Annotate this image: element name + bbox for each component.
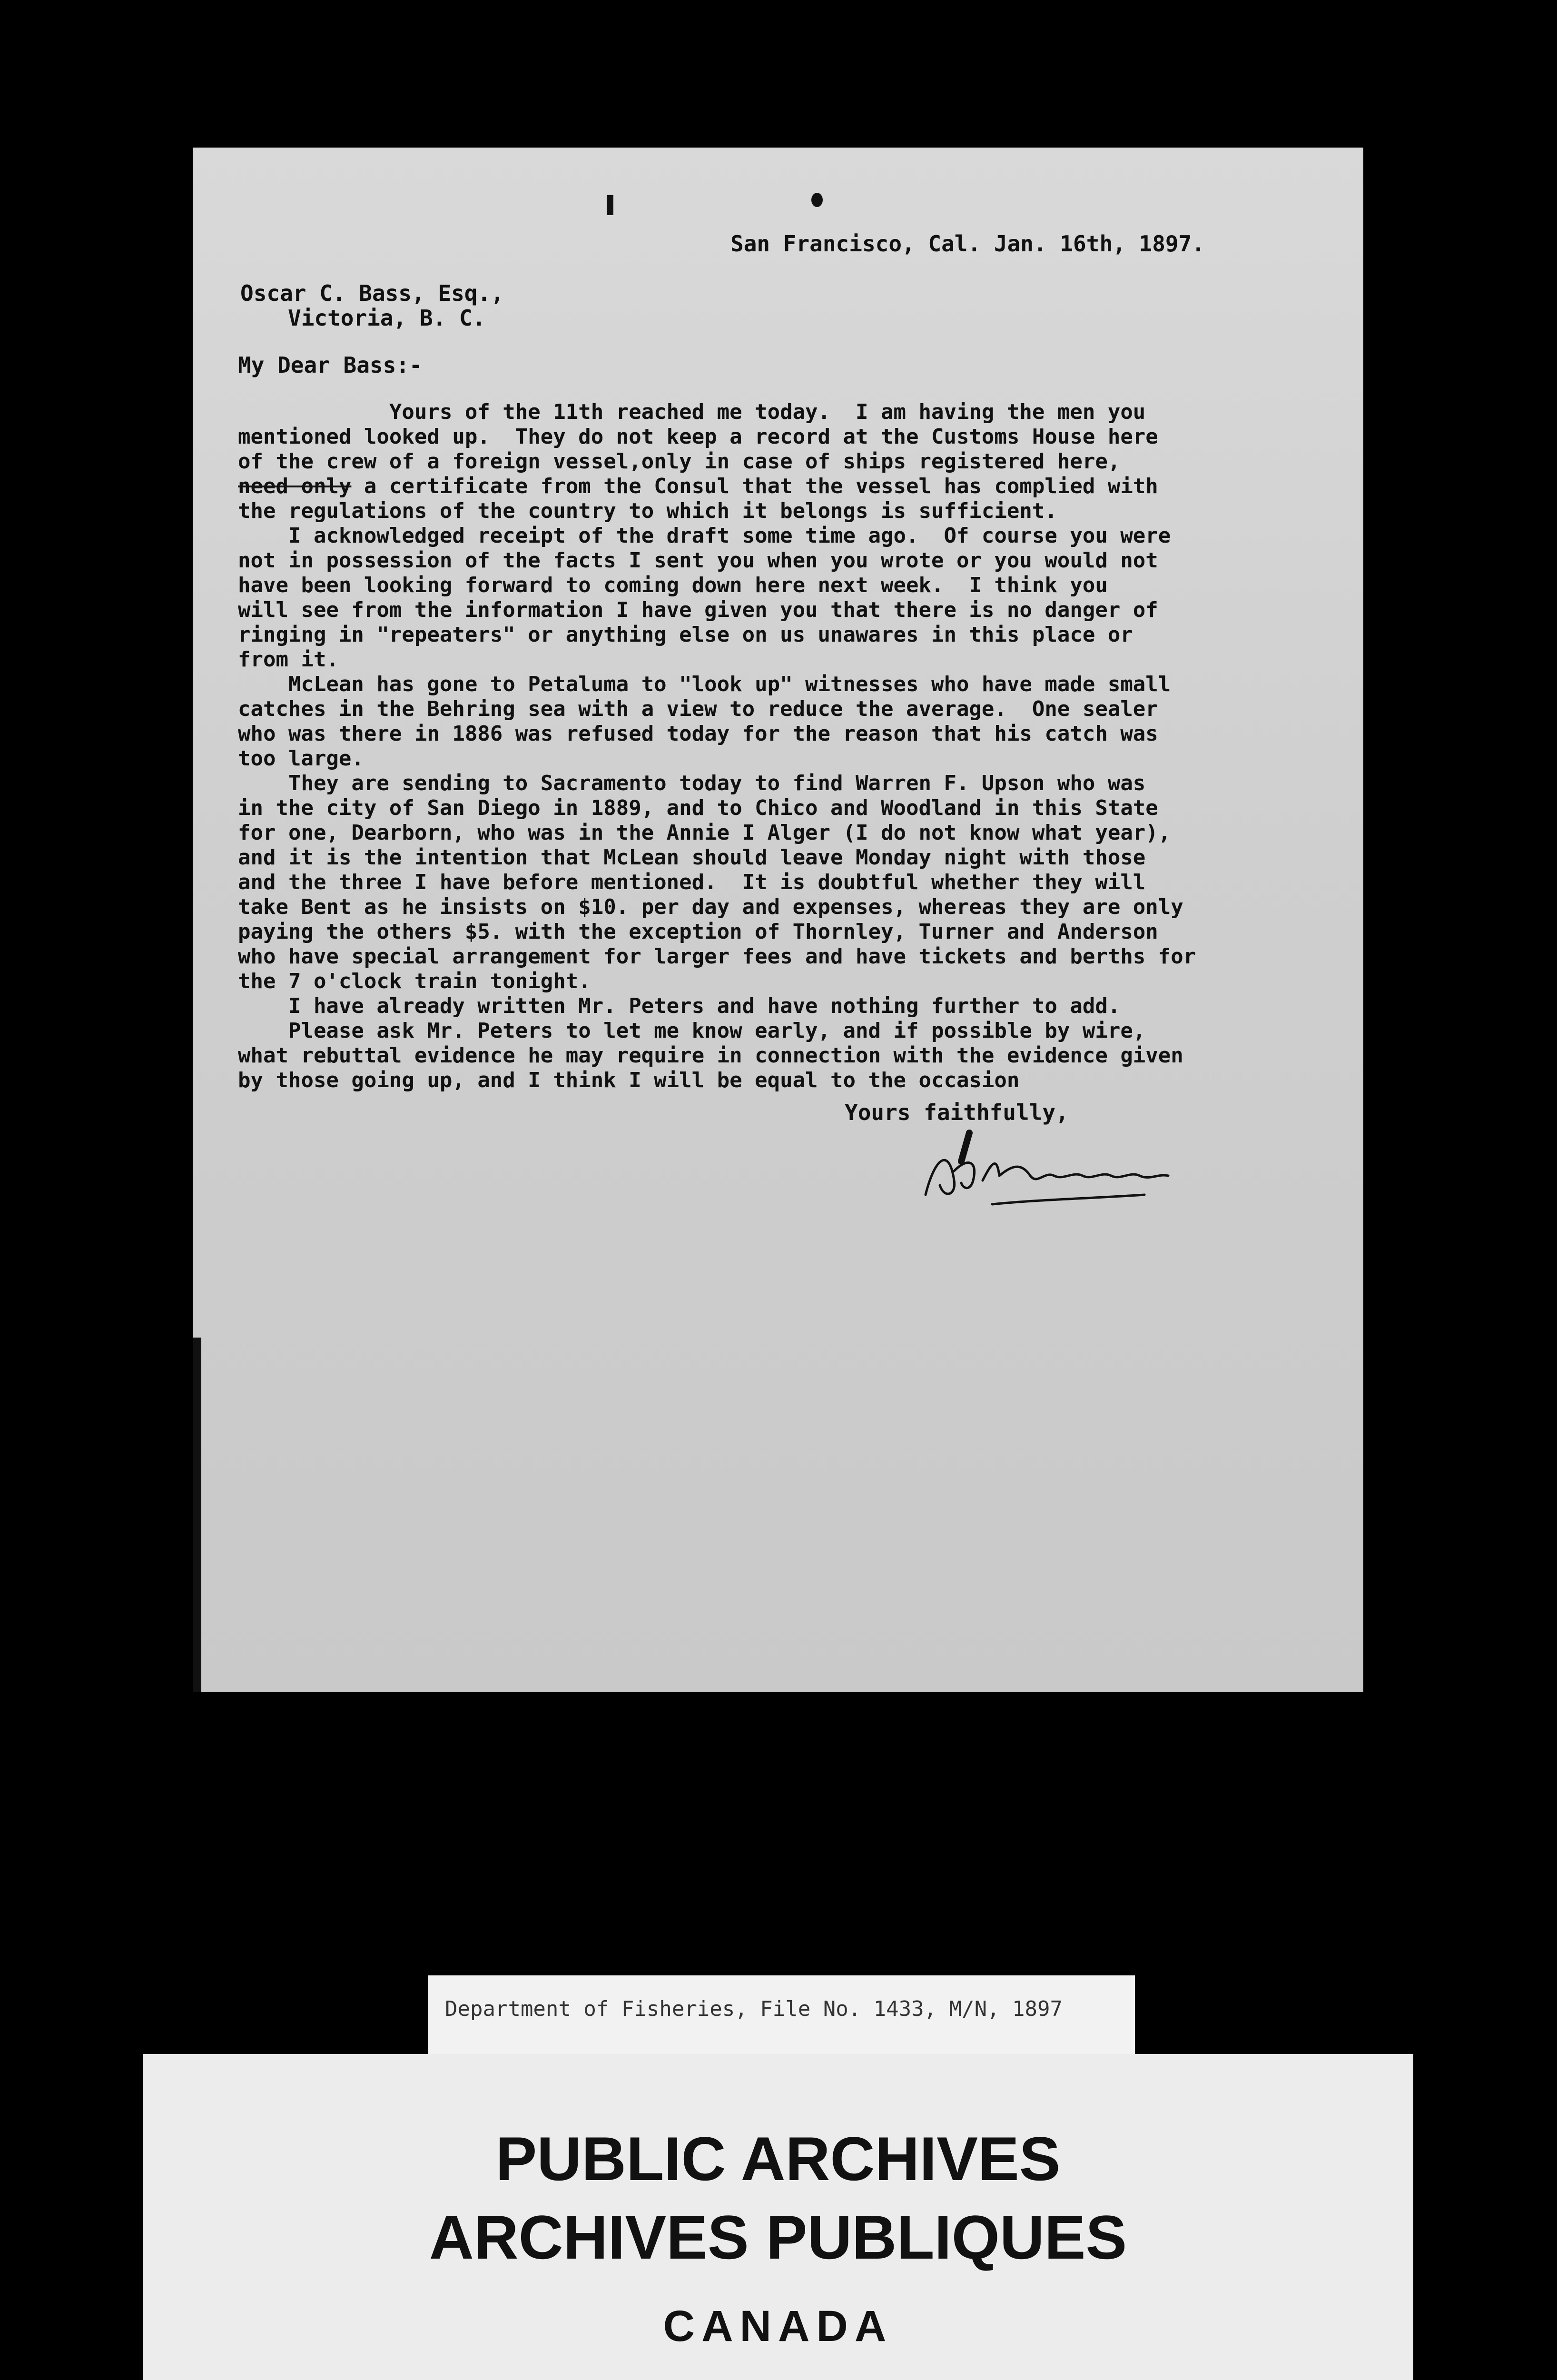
file-reference-label — [428, 1975, 1135, 2054]
body-line: what rebuttal evidence he may require in connection with the evidence given — [238, 1043, 1183, 1068]
letter-body — [238, 400, 1328, 1093]
recipient-city: Victoria, B. C. — [288, 305, 486, 331]
body-line: and the three I have before mentioned. It is doubtful whether they will — [238, 870, 1146, 894]
body-line-rest: a certificate from the Consul that the vessel has complied with — [351, 474, 1158, 498]
body-line: of the crew of a foreign vessel,only in case of ships registered here, — [238, 449, 1121, 474]
letter-date: San Francisco, Cal. Jan. 16th, 1897. — [730, 231, 1205, 257]
body-line: McLean has gone to Petaluma to "look up" witnesses who have made small — [238, 672, 1171, 696]
body-line: by those going up, and I think I will be equal to the occasion — [238, 1068, 1020, 1092]
body-line: who have special arrangement for larger fees and have tickets and berths for — [238, 944, 1196, 969]
body-line: They are sending to Sacramento today to find Warren F. Upson who was — [238, 771, 1146, 795]
ink-mark — [607, 195, 613, 215]
letter-page — [193, 148, 1363, 1692]
body-line: not in possession of the facts I sent you when you wrote or you would not — [238, 548, 1158, 573]
recipient-address — [240, 281, 504, 330]
body-line: the regulations of the country to which it belongs is sufficient. — [238, 499, 1057, 523]
body-line: in the city of San Diego in 1889, and to Chico and Woodland in this State — [238, 796, 1158, 820]
body-line: the 7 o'clock train tonight. — [238, 969, 591, 993]
body-line: from it. — [238, 647, 339, 672]
recipient-name: Oscar C. Bass, Esq., — [240, 280, 504, 306]
archives-title-french: ARCHIVES PUBLIQUES — [429, 2202, 1127, 2272]
struck-text: need only — [238, 474, 352, 498]
torn-edge — [193, 1338, 201, 1692]
body-line: take Bent as he insists on $10. per day and expenses, whereas they are only — [238, 895, 1183, 919]
body-line: have been looking forward to coming down here next week. I think you — [238, 573, 1108, 597]
body-line: Please ask Mr. Peters to let me know early, and if possible by wire, — [238, 1019, 1146, 1043]
handwritten-signature — [916, 1128, 1211, 1223]
file-reference-text: Department of Fisheries, File No. 1433, M/N, 1897 — [445, 1997, 1063, 2021]
archives-stamp-card — [143, 2054, 1413, 2380]
body-line: catches in the Behring sea with a view to reduce the average. One sealer — [238, 697, 1158, 721]
salutation: My Dear Bass:- — [238, 352, 423, 378]
body-line: Yours of the 11th reached me today. I am having the men you — [238, 400, 1146, 424]
archives-title-english: PUBLIC ARCHIVES — [495, 2124, 1061, 2193]
body-line: ringing in "repeaters" or anything else on us unawares in this place or — [238, 623, 1133, 647]
body-line: will see from the information I have given you that there is no danger of — [238, 598, 1158, 622]
body-line: I have already written Mr. Peters and have nothing further to add. — [238, 994, 1121, 1018]
body-line: mentioned looked up. They do not keep a record at the Customs House here — [238, 425, 1158, 449]
body-line: too large. — [238, 746, 364, 771]
body-line: who was there in 1886 was refused today for the reason that his catch was — [238, 722, 1158, 746]
ink-mark — [811, 193, 823, 207]
body-line: and it is the intention that McLean should leave Monday night with those — [238, 845, 1146, 870]
body-line: paying the others $5. with the exception of Thornley, Turner and Anderson — [238, 920, 1158, 944]
body-line-with-strikeout — [238, 474, 1328, 499]
body-line: I acknowledged receipt of the draft some time ago. Of course you were — [238, 524, 1171, 548]
archives-country: CANADA — [663, 2302, 893, 2350]
body-line: for one, Dearborn, who was in the Annie I Alger (I do not know what year), — [238, 821, 1171, 845]
letter-closing: Yours faithfully, — [845, 1100, 1069, 1125]
